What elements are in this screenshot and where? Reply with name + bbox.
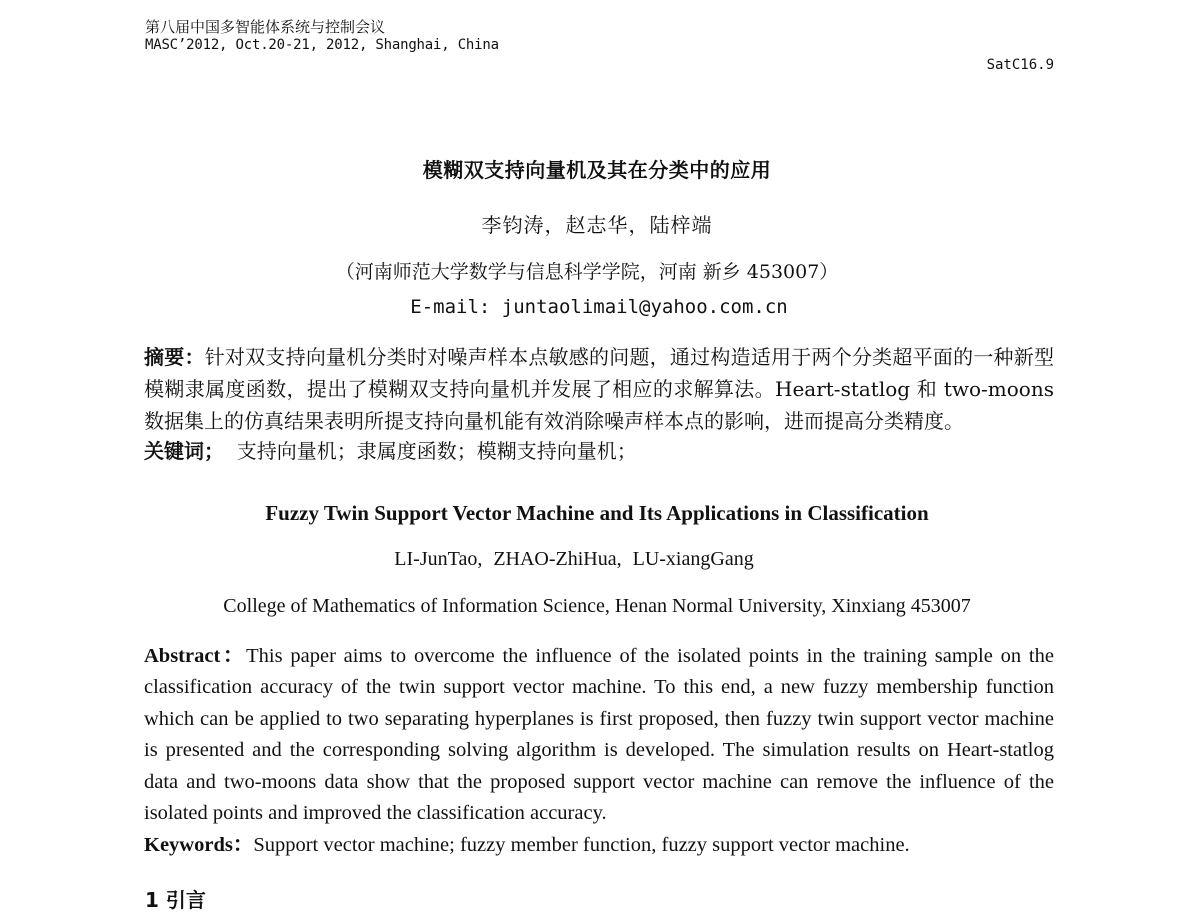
session-code: SatC16.9 (986, 57, 1054, 73)
conference-name-en: MASC’2012, Oct.20-21, 2012, Shanghai, China (145, 37, 499, 53)
affiliation-en: College of Mathematics of Information Science, Henan Normal University, Xinxiang 453007 (223, 595, 971, 617)
abstract-text-cn: 针对双支持向量机分类时对噪声样本点敏感的问题，通过构造适用于两个分类超平面的一种新型模糊隶属度函数，提出了模糊双支持向量机并发展了相应的求解算法。Heart-statlog 和 two-moons 数据集上的仿真结果表明所提支持向量机能有效消除噪声样本点的影响，进而提高分类精度。 (144, 345, 1055, 433)
author-email: E-mail: juntaolimail@yahoo.com.cn (410, 296, 788, 318)
paper-title-en: Fuzzy Twin Support Vector Machine and Its Applications in Classification (265, 501, 929, 525)
authors-en: LI-JunTao, ZHAO-ZhiHua, LU-xiangGang (394, 548, 754, 570)
keywords-text-cn: 支持向量机；隶属度函数；模糊支持向量机； (224, 439, 637, 463)
authors-cn: 李钧涛，赵志华，陆梓端 (481, 213, 713, 237)
keywords-en (144, 830, 1054, 860)
keywords-text-en: Support vector machine; fuzzy member function, fuzzy support vector machine. (253, 834, 910, 856)
section-heading-partial: 1 引言 (145, 888, 206, 912)
keywords-label-en: Keywords： (144, 834, 254, 856)
conference-name-cn: 第八届中国多智能体系统与控制会议 (145, 18, 386, 36)
paper-title-cn: 模糊双支持向量机及其在分类中的应用 (422, 158, 772, 182)
abstract-label-cn: 摘要： (144, 345, 205, 369)
keywords-cn (144, 437, 1054, 465)
abstract-en (144, 641, 1054, 829)
abstract-text-en: This paper aims to overcome the influence of the isolated points in the training sample on the classification accuracy of the twin support vector machine. To this end, a new fuzzy membership function which can be applied to two separating hyperplanes is first proposed, then fuzzy twin support vector machine is presented and the corresponding solving algorithm is developed. The simulation results on Heart-statlog data and two-moons data show that the proposed support vector machine can remove the influence of the isolated points and improved the classification accuracy. (144, 645, 1054, 825)
affiliation-cn: （河南师范大学数学与信息科学学院，河南 新乡 453007） (335, 261, 839, 283)
keywords-label-cn: 关键词； (144, 439, 224, 463)
abstract-label-en: Abstract： (144, 645, 247, 667)
abstract-cn (144, 341, 1054, 437)
